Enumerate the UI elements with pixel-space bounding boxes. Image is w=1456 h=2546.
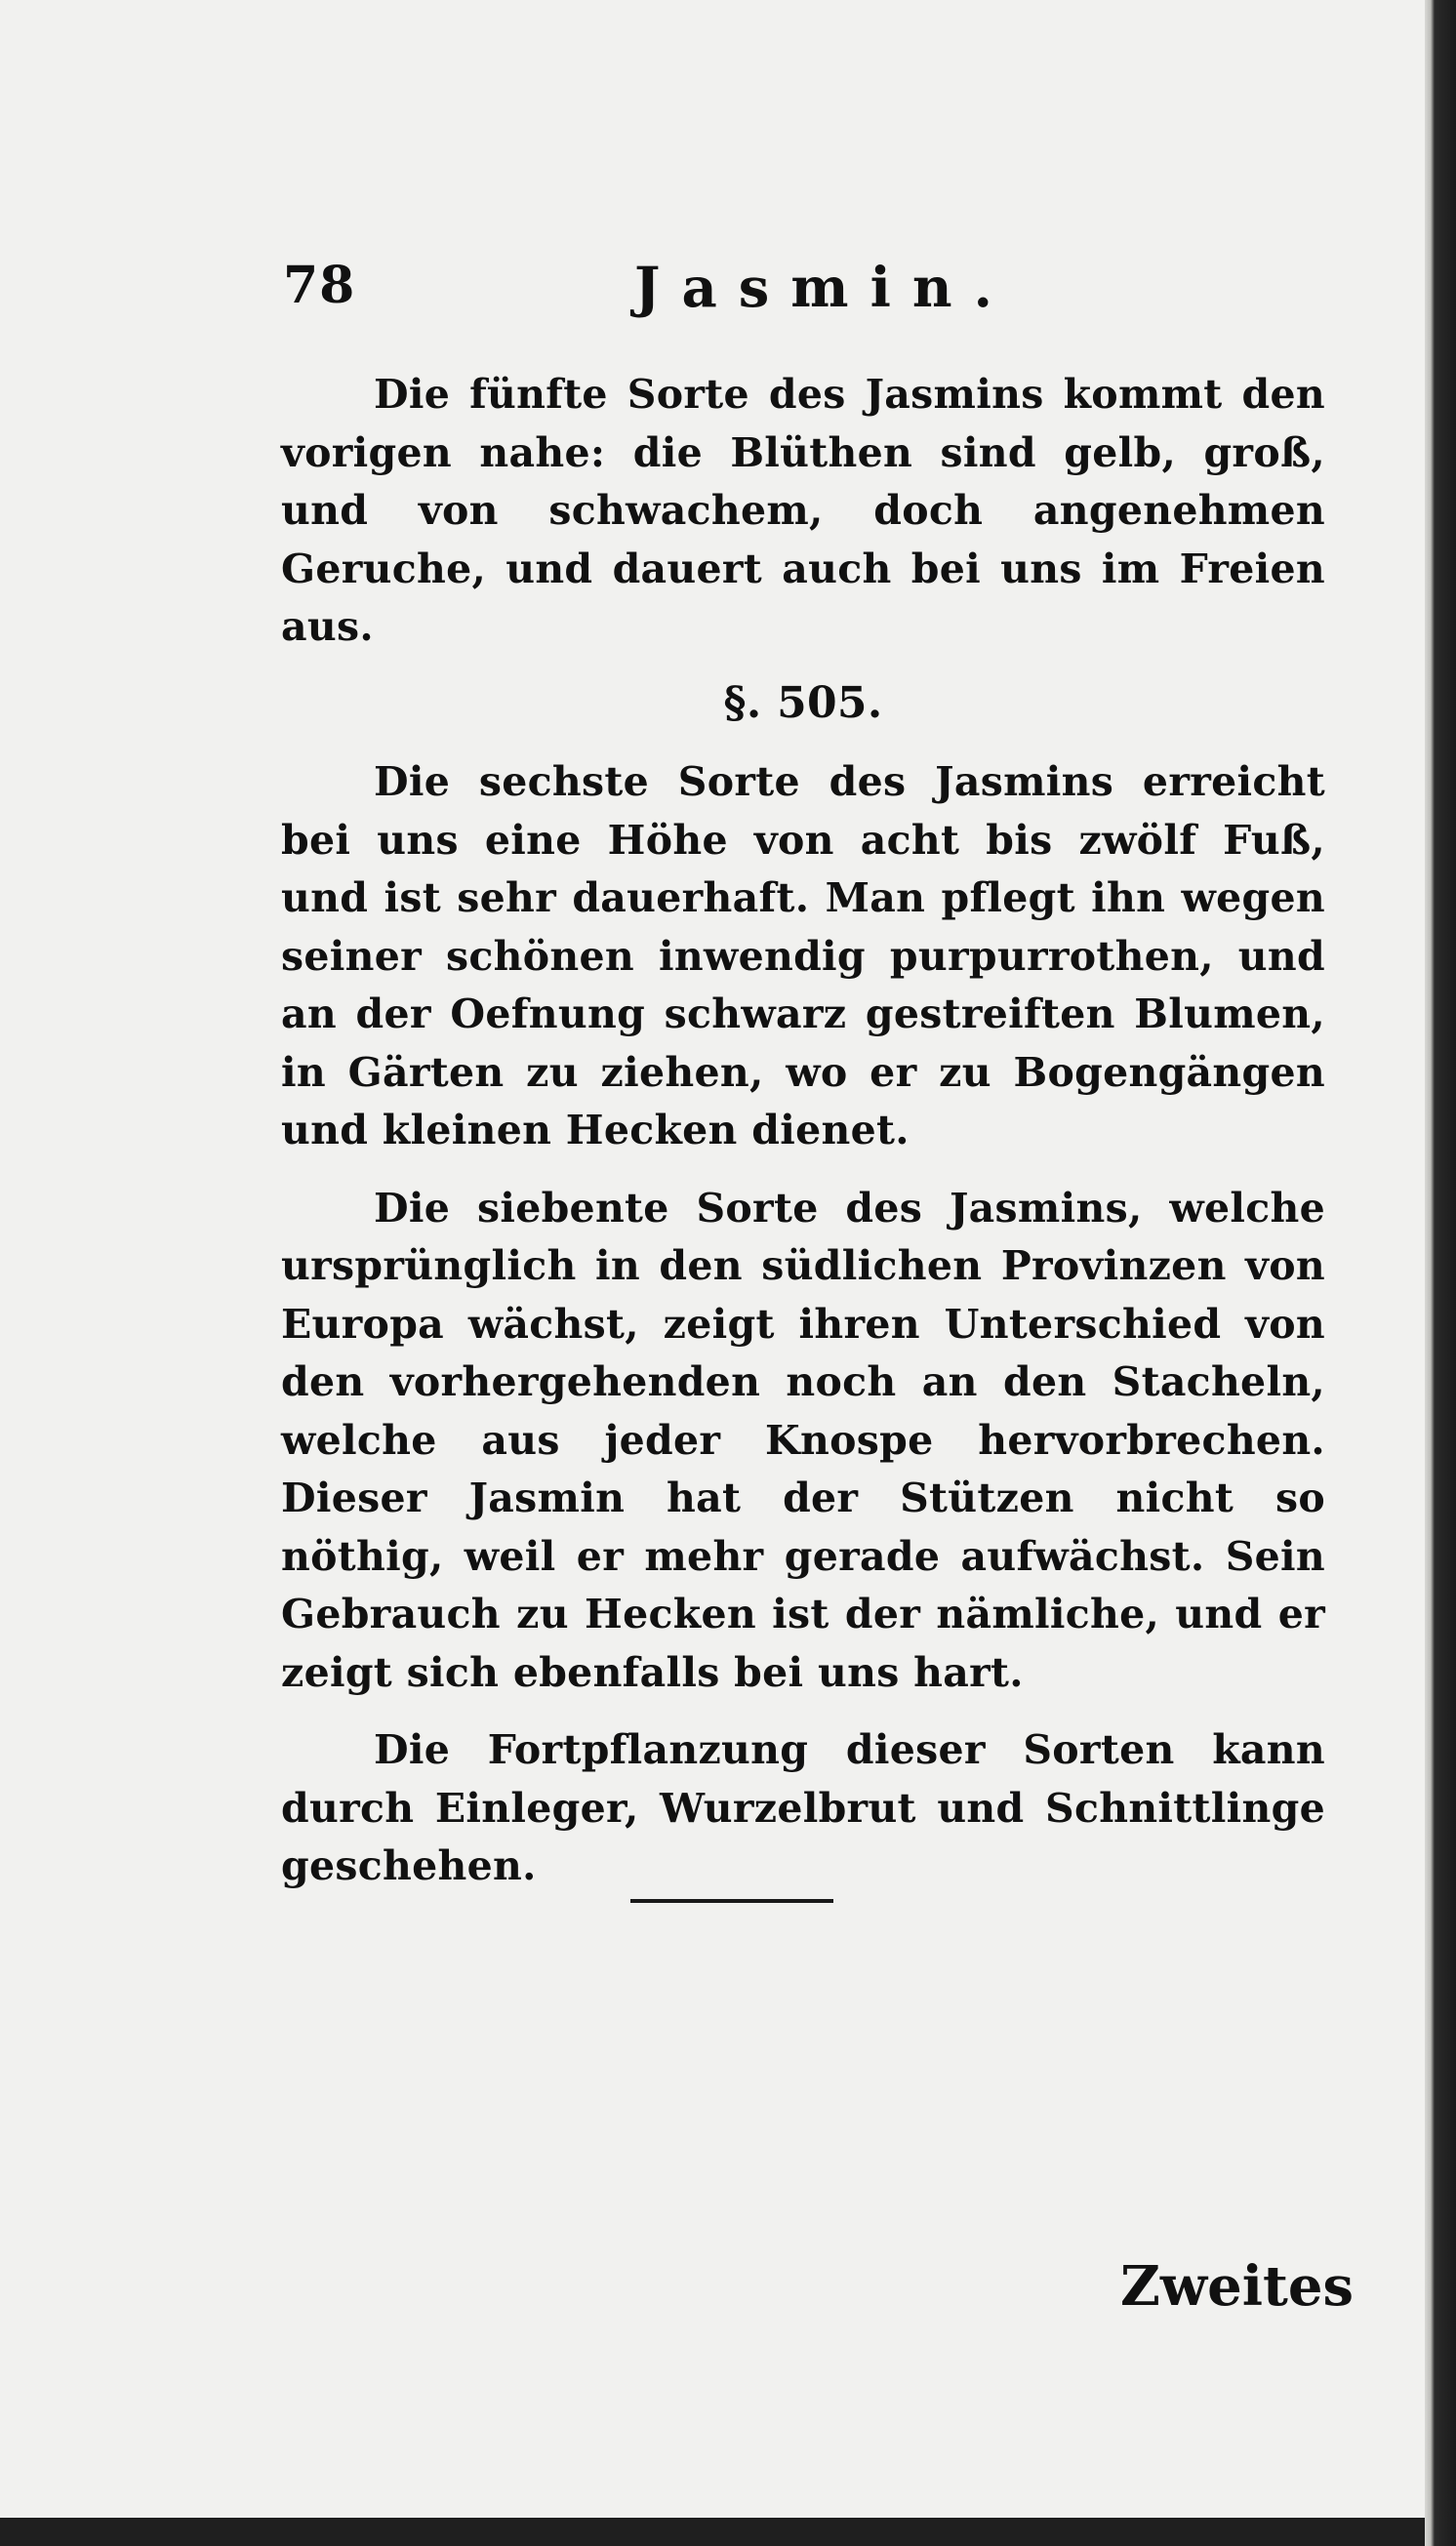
- paragraph-sixth-sort: Die sechste Sorte des Jasmins erreicht bei uns eine Höhe von acht bis zwölf Fuß, und ist sehr dauerhaft. Man pflegt ihn wegen seiner schönen inwendig purpurrothen, und an der Oefnung schwarz gestreiften Blumen, in Gärten zu ziehen, wo er zu Bogengängen und kleinen Hecken dienet.: [281, 758, 1325, 1153]
- page-edge-shadow: [1425, 0, 1456, 2546]
- section-heading: §. 505.: [723, 677, 883, 728]
- running-title: Jasmin.: [634, 256, 1015, 320]
- paragraph-gap: [281, 1702, 1325, 1721]
- page-number: 78: [283, 256, 356, 315]
- page-header: [283, 256, 1327, 324]
- catchword: Zweites: [1120, 2254, 1355, 2319]
- paragraph-fifth-sort: Die fünfte Sorte des Jasmins kommt den vorigen nahe: die Blüthen sind gelb, groß, und von schwachem, doch angenehmen Geruche, und dauert auch bei uns im Freien aus.: [281, 371, 1325, 650]
- paragraph-propagation: Die Fortpflanzung dieser Sorten kann durch Einleger, Wurzelbrut und Schnittlinge geschehen.: [281, 1726, 1325, 1889]
- paragraph-gap: [281, 1160, 1325, 1180]
- body-text: [281, 366, 1325, 1896]
- page-bottom-edge: [0, 2518, 1425, 2546]
- section-divider: [630, 1899, 833, 1903]
- paragraph-seventh-sort: Die siebente Sorte des Jasmins, welche ursprünglich in den südlichen Provinzen von Europa wächst, zeigt ihren Unterschied von den vorhergehenden noch an den Stacheln, welche aus jeder Knospe hervorbrechen. Dieser Jasmin hat der Stützen nicht so nöthig, weil er mehr gerade aufwächst. Sein Gebrauch zu Hecken ist der nämliche, und er zeigt sich ebenfalls bei uns hart.: [281, 1184, 1325, 1696]
